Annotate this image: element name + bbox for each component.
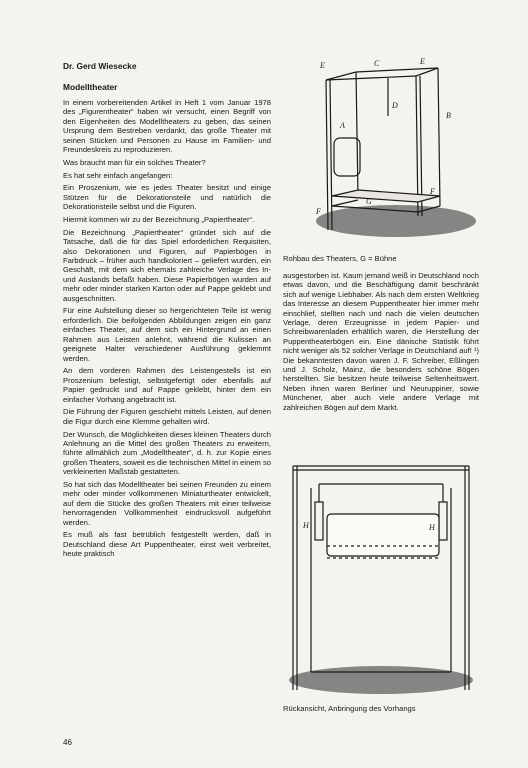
label-g: G (366, 197, 372, 206)
label-h1: H (303, 521, 309, 530)
paragraph: In einem vorbereitenden Artikel in Heft 1 vom Januar 1978 des „Figurentheater“ haben wir versucht, einen Begriff von den Eigenheiten des Modelltheaters zu geben, das seinen Ursprung dem Bestreben verdankt, das große Theater mit seinen Stücken und Personen zu Hause im Familien- und Freundeskreis zu reproduzieren. (63, 98, 271, 155)
label-c: C (374, 59, 380, 68)
author: Dr. Gerd Wiesecke (63, 61, 137, 71)
label-e1: E (320, 61, 325, 70)
paragraph: Die Bezeichnung „Papiertheater“ gründet sich auf die Tatsache, daß die für das Spiel erforderlichen Requisiten, also Dekorationen und Figuren, auf Papierbögen in Farbdruck – früher auch handkoloriert – geliefert wurden, ein Geschäft, mit dem sich ehemals zahlreiche Verlage des In- und Auslands befaßt haben. Diese Papierbögen wurden auf mehr oder minder starken Karton oder auf Pappe geklebt und ausgeschnitten. (63, 227, 271, 303)
paragraph: Der Wunsch, die Möglichkeiten dieses kleinen Theaters durch Anlehnung an die Mittel des großen Theaters zu erweitern, führte allmählich zum „Modelltheater“, d. h. zur Kopie eines großen Theaters, soweit es die technischen Mittel in einem so verkleinerten Maßstab gestatteten. (63, 429, 271, 477)
paragraph: Was braucht man für ein solches Theater? (63, 157, 206, 167)
label-a: A (340, 121, 345, 130)
right-column (283, 271, 479, 412)
paragraph: Es hat sehr einfach angefangen: (63, 170, 173, 180)
page-number: 46 (63, 738, 72, 747)
label-f1: F (316, 207, 321, 216)
label-d: D (392, 101, 398, 110)
paragraph: ausgestorben ist. Kaum jemand weiß in Deutschland noch etwas davon, und die Beschäftigung damit beschränkt sich auf wenige Liebhaber. Als nach dem ersten Weltkrieg das Interesse an diesem Puppentheater hier immer mehr einschlief, stellten nach und nach die vielen deutschen Verlage, deren Erzeugnisse in jedem Papier- und Schreibwarenladen erhältlich waren, die Herstellung der Puppentheaterbögen ein. Eine dänische Statistik führt nicht weniger als 52 solcher Verlage in Deutschland auf! ¹) Die bekanntesten davon waren J. F. Schreiber, Eßlingen und J. Scholz, Mainz, die besonders schöne Bögen herstellten. Sie besitzen heute teilweise Seltenheitswert. Neben ihnen waren Berliner und Neuruppiner, sowie Münchener, aber auch viele andere Verlage mit zahlreichen Bögen auf dem Markt. (283, 271, 479, 412)
left-column (63, 98, 271, 562)
rear-view-illustration (283, 458, 479, 698)
paragraph: Die Führung der Figuren geschieht mittels Leisten, auf denen die Figur durch eine Klemme gehalten wird. (63, 407, 271, 426)
article-title: Modelltheater (63, 82, 118, 92)
paragraph: An dem vorderen Rahmen des Leistengestells ist ein Proszenium befestigt, selbstgefertigt oder ebenfalls auf Papier gedruckt und auf Pappe geklebt, hinter dem ein einfacher Vorhang angebracht ist. (63, 366, 271, 404)
paragraph: Für eine Aufstellung dieser so hergerichteten Teile ist wenig erforderlich. Die beifolgenden Abbildungen zeigen ein ganz einfaches Theater, auf dem sich ein Hintergrund an einen Rahmen aus Leisten anlehnt, während die Kulissen an geeignete Halter verschiedener Ausführung geklemmt werden. (63, 306, 271, 363)
label-e2: E (420, 57, 425, 66)
paragraph: Hiermit kommen wir zu der Bezeichnung „Papiertheater“. (63, 215, 255, 225)
label-f2: F (430, 187, 435, 196)
figure-caption: Rohbau des Theaters, G = Bühne (283, 254, 397, 263)
theater-frame-illustration (300, 56, 476, 246)
label-b: B (446, 111, 451, 120)
label-h2: H (429, 523, 435, 532)
paragraph: Es muß als fast betrüblich festgestellt werden, daß in Deutschland diese Art Puppentheater, einst weit verbreitet, heute praktisch (63, 530, 271, 559)
figure-caption: Rückansicht, Anbringung des Vorhangs (283, 704, 416, 713)
paragraph: So hat sich das Modelltheater bei seinen Freunden zu einem mehr oder minder vollkommenen Miniaturtheater entwickelt, auf dem die Stücke des großen Theaters mit einer teilweise hervorragenden Vollkommenheit eindrucksvoll aufgeführt werden. (63, 479, 271, 527)
paragraph: Ein Proszenium, wie es jedes Theater besitzt und einige Stützen für die Dekorationsteile und natürlich die Dekorationsteile selbst und die Figuren. (63, 183, 271, 212)
